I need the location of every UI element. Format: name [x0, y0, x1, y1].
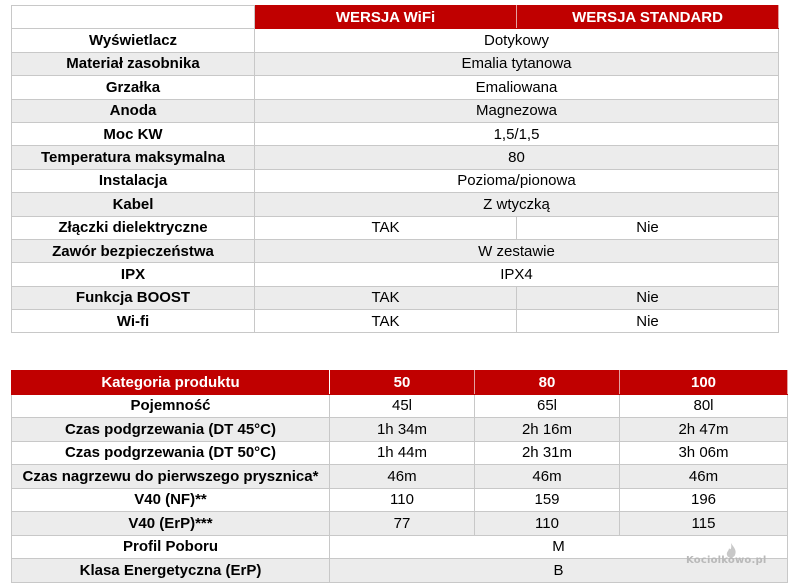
category-row-label: V40 (ErP)***	[12, 512, 330, 536]
watermark-text: Kociolkowo.pl	[686, 555, 767, 566]
spec-row	[12, 239, 779, 262]
category-row-value: 45l	[330, 394, 475, 418]
category-row-label: Czas podgrzewania (DT 45°C)	[12, 418, 330, 442]
spec-row	[12, 52, 779, 75]
spec-row-label: Grzałka	[12, 76, 255, 99]
category-header-50: 50	[330, 371, 475, 395]
category-header-row	[12, 371, 788, 395]
spec-row	[12, 122, 779, 145]
spec-row	[12, 263, 779, 286]
category-row	[12, 394, 788, 418]
spec-row-label: IPX	[12, 263, 255, 286]
category-row-value: 1h 34m	[330, 418, 475, 442]
category-header-100: 100	[620, 371, 788, 395]
spec-row	[12, 76, 779, 99]
spec-row-value: IPX4	[255, 263, 779, 286]
spec-row-wifi-value: TAK	[255, 310, 517, 333]
category-row	[12, 512, 788, 536]
spec-row	[12, 146, 779, 169]
spec-row	[12, 310, 779, 333]
category-row-value: 110	[330, 488, 475, 512]
spec-header-blank	[12, 6, 255, 29]
spec-row	[12, 29, 779, 52]
spec-row-value: Dotykowy	[255, 29, 779, 52]
spec-row	[12, 286, 779, 309]
spec-row-value: W zestawie	[255, 239, 779, 262]
category-table-body	[12, 394, 788, 582]
spec-row-value: Emalia tytanowa	[255, 52, 779, 75]
spec-row-label: Anoda	[12, 99, 255, 122]
spec-table	[11, 5, 779, 333]
category-row-value: 2h 16m	[475, 418, 620, 442]
category-row-label: Profil Poboru	[12, 535, 330, 559]
spec-row-standard-value: Nie	[517, 216, 779, 239]
spec-row-label: Złączki dielektryczne	[12, 216, 255, 239]
spec-row-value: Emaliowana	[255, 76, 779, 99]
category-row-value: 46m	[475, 465, 620, 489]
spec-row-value: Z wtyczką	[255, 193, 779, 216]
category-row-value: B	[330, 559, 788, 583]
spec-row-label: Instalacja	[12, 169, 255, 192]
spec-row-label: Wi-fi	[12, 310, 255, 333]
category-row-value: 2h 31m	[475, 441, 620, 465]
spec-row	[12, 216, 779, 239]
category-row-value: 110	[475, 512, 620, 536]
category-row-value: 115	[620, 512, 788, 536]
category-row	[12, 559, 788, 583]
category-row-value: 77	[330, 512, 475, 536]
spec-row-wifi-value: TAK	[255, 286, 517, 309]
category-row-value: 80l	[620, 394, 788, 418]
spec-row-label: Kabel	[12, 193, 255, 216]
spec-table-body	[12, 29, 779, 333]
spec-row-value: Pozioma/pionowa	[255, 169, 779, 192]
category-row	[12, 488, 788, 512]
category-table	[11, 370, 788, 583]
category-row	[12, 418, 788, 442]
spec-row-value: Magnezowa	[255, 99, 779, 122]
category-row-label: Pojemność	[12, 394, 330, 418]
category-row-value: 1h 44m	[330, 441, 475, 465]
spec-row	[12, 193, 779, 216]
spec-header-wifi: WERSJA WiFi	[255, 6, 517, 29]
category-row	[12, 535, 788, 559]
category-row-value: 3h 06m	[620, 441, 788, 465]
category-header-80: 80	[475, 371, 620, 395]
category-row-value: 159	[475, 488, 620, 512]
category-row-value: 46m	[620, 465, 788, 489]
category-row	[12, 465, 788, 489]
category-row-value: 46m	[330, 465, 475, 489]
category-row-label: Czas podgrzewania (DT 50°C)	[12, 441, 330, 465]
spec-row-label: Zawór bezpieczeństwa	[12, 239, 255, 262]
spec-row-label: Moc KW	[12, 122, 255, 145]
spec-row-label: Wyświetlacz	[12, 29, 255, 52]
category-row-value: M	[330, 535, 788, 559]
spec-row	[12, 169, 779, 192]
category-row	[12, 441, 788, 465]
category-row-label: Czas nagrzewu do pierwszego prysznica*	[12, 465, 330, 489]
spec-row-standard-value: Nie	[517, 310, 779, 333]
category-header-label: Kategoria produktu	[12, 371, 330, 395]
spec-row-value: 80	[255, 146, 779, 169]
spec-row-label: Funkcja BOOST	[12, 286, 255, 309]
spec-row-wifi-value: TAK	[255, 216, 517, 239]
spec-row-label: Materiał zasobnika	[12, 52, 255, 75]
category-row-label: V40 (NF)**	[12, 488, 330, 512]
spec-header-standard: WERSJA STANDARD	[517, 6, 779, 29]
spec-header-row	[12, 6, 779, 29]
category-row-value: 65l	[475, 394, 620, 418]
category-row-value: 196	[620, 488, 788, 512]
spec-row	[12, 99, 779, 122]
spec-row-standard-value: Nie	[517, 286, 779, 309]
spec-row-value: 1,5/1,5	[255, 122, 779, 145]
category-row-label: Klasa Energetyczna (ErP)	[12, 559, 330, 583]
spec-row-label: Temperatura maksymalna	[12, 146, 255, 169]
category-row-value: 2h 47m	[620, 418, 788, 442]
